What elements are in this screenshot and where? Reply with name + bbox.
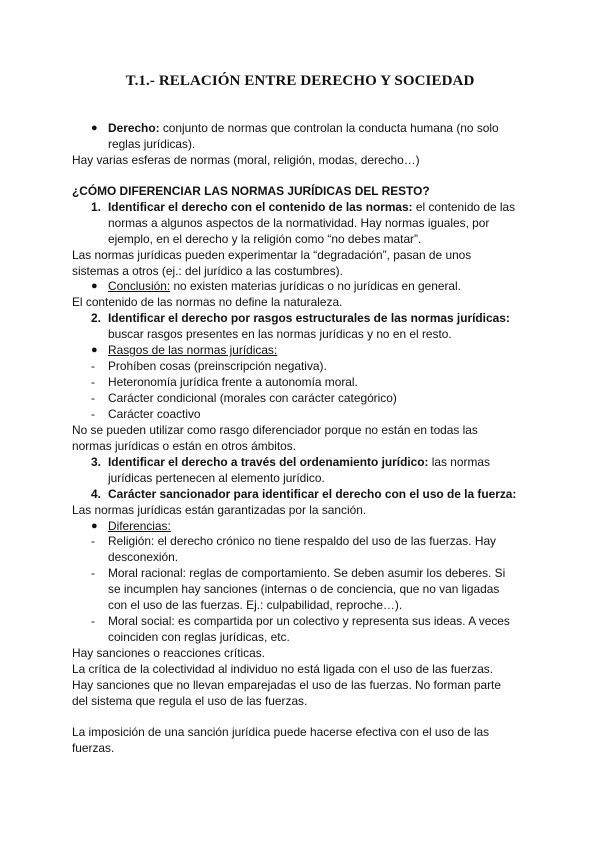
dash-marker: - bbox=[91, 391, 95, 405]
criterion-line: jurídicas pertenecen al elemento jurídico. bbox=[108, 471, 325, 485]
list-item: Moral racional: reglas de comportamiento. Se deben asumir los deberes. Si bbox=[108, 566, 506, 580]
paragraph-line: Hay varias esferas de normas (moral, religión, modas, derecho…) bbox=[72, 153, 420, 167]
list-number: 1. bbox=[91, 200, 101, 214]
list-item: coinciden con reglas jurídicas, etc. bbox=[108, 630, 290, 644]
list-number: 2. bbox=[91, 311, 101, 325]
dash-marker: - bbox=[91, 614, 95, 628]
sublist-heading: Rasgos de las normas jurídicas: bbox=[108, 343, 278, 357]
paragraph-line: Hay sanciones que no llevan emparejadas el uso de las fuerzas. No forman parte bbox=[72, 678, 501, 692]
bullet-icon: ● bbox=[91, 520, 98, 532]
bullet-icon: ● bbox=[91, 122, 98, 134]
list-item: Moral social: es compartida por un colectivo y representa sus ideas. A veces bbox=[108, 614, 510, 628]
paragraph-line: Las normas jurídicas pueden experimentar la “degradación”, pasan de unos bbox=[72, 248, 472, 262]
list-item: Carácter coactivo bbox=[108, 407, 201, 421]
criterion-line: Carácter sancionador para identificar el derecho con el uso de la fuerza: bbox=[108, 487, 517, 501]
dash-marker: - bbox=[91, 407, 95, 421]
paragraph-line: La crítica de la colectividad al individuo no está ligada con el uso de las fuerzas. bbox=[72, 662, 494, 676]
definition-line: Derecho: conjunto de normas que controlan la conducta humana (no solo bbox=[108, 121, 499, 135]
paragraph-line: fuerzas. bbox=[72, 741, 115, 755]
dash-marker: - bbox=[91, 375, 95, 389]
list-number: 4. bbox=[91, 487, 101, 501]
definition-line: reglas jurídicas). bbox=[108, 137, 196, 151]
list-item: Carácter condicional (morales con carácter categórico) bbox=[108, 391, 397, 405]
dash-marker: - bbox=[91, 566, 95, 580]
list-item: desconexión. bbox=[108, 550, 179, 564]
page-title: T.1.- RELACIÓN ENTRE DERECHO Y SOCIEDAD bbox=[125, 73, 475, 89]
list-item: con el uso de las fuerzas. Ej.: culpabilidad, reproche…). bbox=[108, 598, 403, 612]
section-heading: ¿CÓMO DIFERENCIAR LAS NORMAS JURÍDICAS DEL RESTO? bbox=[72, 184, 430, 198]
criterion-line: Identificar el derecho por rasgos estructurales de las normas jurídicas: bbox=[108, 311, 510, 325]
criterion-line: normas a algunos aspectos de la normatividad. Hay normas iguales, por bbox=[108, 216, 490, 230]
paragraph-line: No se pueden utilizar como rasgo diferenciador porque no están en todas las bbox=[72, 423, 478, 437]
criterion-line: Identificar el derecho con el contenido de las normas: el contenido de las bbox=[108, 200, 516, 214]
criterion-line: Identificar el derecho a través del ordenamiento jurídico: las normas bbox=[108, 455, 490, 469]
bullet-icon: ● bbox=[91, 344, 98, 356]
list-item: Religión: el derecho crónico no tiene respaldo del uso de las fuerzas. Hay bbox=[108, 534, 496, 548]
paragraph-line: sistemas a otros (ej.: del jurídico a las costumbres). bbox=[72, 264, 343, 278]
list-item: Prohíben cosas (preinscripción negativa). bbox=[108, 359, 327, 373]
bullet-icon: ● bbox=[91, 280, 98, 292]
criterion-line: ejemplo, en el derecho y la religión como “no debes matar”. bbox=[108, 232, 422, 246]
dash-marker: - bbox=[91, 359, 95, 373]
criterion-line: buscar rasgos presentes en las normas jurídicas y no en el resto. bbox=[108, 327, 452, 341]
list-item: Heteronomía jurídica frente a autonomía moral. bbox=[108, 375, 358, 389]
paragraph-line: Hay sanciones o reacciones críticas. bbox=[72, 646, 265, 660]
paragraph-line: Las normas jurídicas están garantizadas por la sanción. bbox=[72, 503, 367, 517]
list-number: 3. bbox=[91, 455, 101, 469]
paragraph-line: normas jurídicas o están en otros ámbitos. bbox=[72, 439, 297, 453]
list-item: se incumplen hay sanciones (internas o de conciencia, que no van ligadas bbox=[108, 582, 500, 596]
paragraph-line: La imposición de una sanción jurídica puede hacerse efectiva con el uso de las bbox=[72, 725, 490, 739]
paragraph-line: del sistema que regula el uso de las fuerzas. bbox=[72, 694, 308, 708]
dash-marker: - bbox=[91, 534, 95, 548]
conclusion-line: Conclusión: no existen materias jurídicas o no jurídicas en general. bbox=[108, 279, 461, 293]
paragraph-line: El contenido de las normas no define la naturaleza. bbox=[72, 295, 343, 309]
sublist-heading: Diferencias: bbox=[108, 519, 171, 533]
